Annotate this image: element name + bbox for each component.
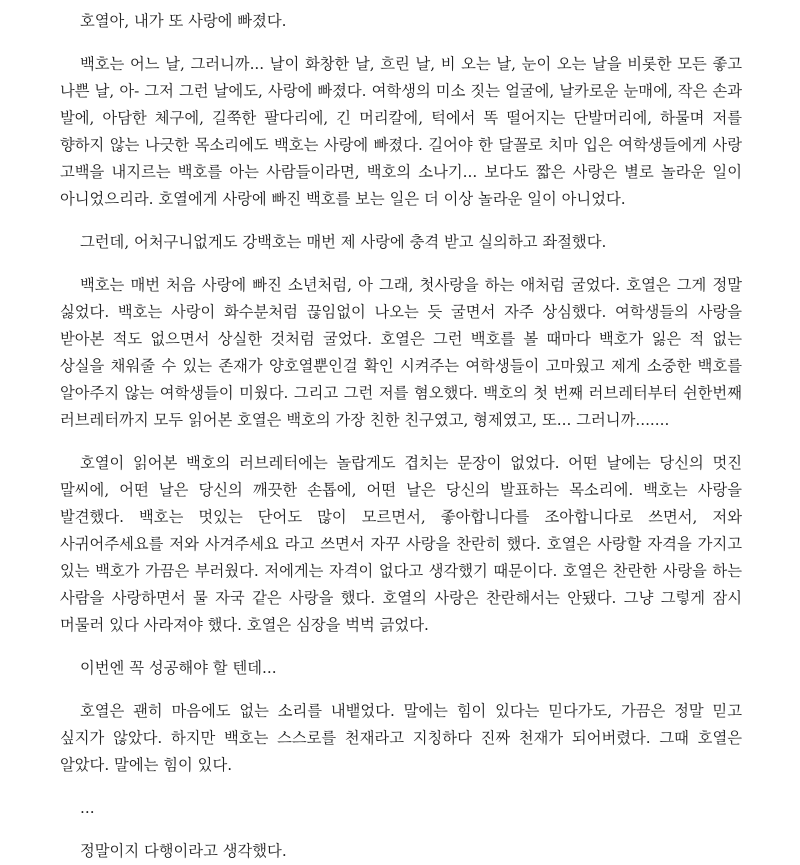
- paragraph: 정말이지 다행이라고 생각했다.: [80, 842, 287, 860]
- paragraph: ...: [80, 799, 95, 817]
- paragraph: 이번엔 꼭 성공해야 할 텐데...: [80, 659, 277, 677]
- paragraph: 백호는 매번 처음 사랑에 빠진 소년처럼, 아 그래, 첫사랑을 하는 애처럼 굴었다. 호열은 그게 정말 싫었다. 백호는 사랑이 화수분처럼 끊임없이 나오는 듯 굴면서 자주 상심했다. 여학생들의 사랑을 받아본 적도 없으면서 상실한 것처럼 굴었다. 호열은 그런 백호를 볼 때마다 백호가 잃은 적 없는 상실을 채워줄 수 있는 존재가 양호열뿐인걸 확인 시켜주는 여학생들이 고마웠고 제게 소중한 백호를 알아주지 않는 여학생들이 미웠다. 그리고 그런 저를 혐오했다. 백호의 첫 번째 러브레터부터 쉰한번째 러브레터까지 모두 읽어본 호열은 백호의 가장 친한 친구였고, 형제였고, 또... 그러니까.......: [60, 276, 742, 429]
- paragraph: 호열아, 내가 또 사랑에 빠졌다.: [80, 12, 287, 30]
- paragraph: 호열이 읽어본 백호의 러브레터에는 놀랍게도 겹치는 문장이 없었다. 어떤 날에는 당신의 멋진 말씨에, 어떤 날은 당신의 깨끗한 손톱에, 어떤 날은 당신의 발표하는 목소리에. 백호는 사랑을 발견했다. 백호는 멋있는 단어도 많이 모르면서, 좋아합니다를 조아합니다로 쓰면서, 저와 사귀어주세요를 저와 사겨주세요 라고 쓰면서 자꾸 사랑을 찬란히 했다. 호열은 사랑할 자격을 가지고 있는 백호가 가끔은 부러웠다. 저에게는 자격이 없다고 생각했기 때문이다. 호열은 찬란한 사랑을 하는 사람을 사랑하면서 물 자국 같은 사랑을 했다. 호열의 사랑은 찬란해서는 안됐다. 그냥 그렇게 잠시 머물러 있다 사라져야 했다. 호열은 심장을 벅벅 긁었다.: [60, 454, 742, 634]
- paragraph: 호열은 괜히 마음에도 없는 소리를 내뱉었다. 말에는 힘이 있다는 믿다가도, 가끔은 정말 믿고 싶지가 않았다. 하지만 백호는 스스로를 천재라고 지칭하다 진짜 천재가 되어버렸다. 그때 호열은 알았다. 말에는 힘이 있다.: [60, 702, 742, 774]
- paragraph: 그런데, 어처구니없게도 강백호는 매번 제 사랑에 충격 받고 실의하고 좌절했다.: [80, 233, 607, 251]
- paragraph: 백호는 어느 날, 그러니까... 날이 화창한 날, 흐린 날, 비 오는 날, 눈이 오는 날을 비롯한 모든 좋고 나쁜 날, 아- 그저 그런 날에도, 사랑에 빠졌다. 여학생의 미소 짓는 얼굴에, 날카로운 눈매에, 작은 손과 발에, 아담한 체구에, 길쭉한 팔다리에, 긴 머리칼에, 턱에서 똑 떨어지는 단발머리에, 하물며 저를 향하지 않는 나긋한 목소리에도 백호는 사랑에 빠졌다. 길어야 한 달꼴로 치마 입은 여학생들에게 사랑 고백을 내지르는 백호를 아는 사람들이라면, 백호의 소나기... 보다도 짧은 사랑은 별로 놀라운 일이 아니었으리라. 호열에게 사랑에 빠진 백호를 보는 일은 더 이상 놀라운 일이 아니었다.: [60, 55, 742, 208]
